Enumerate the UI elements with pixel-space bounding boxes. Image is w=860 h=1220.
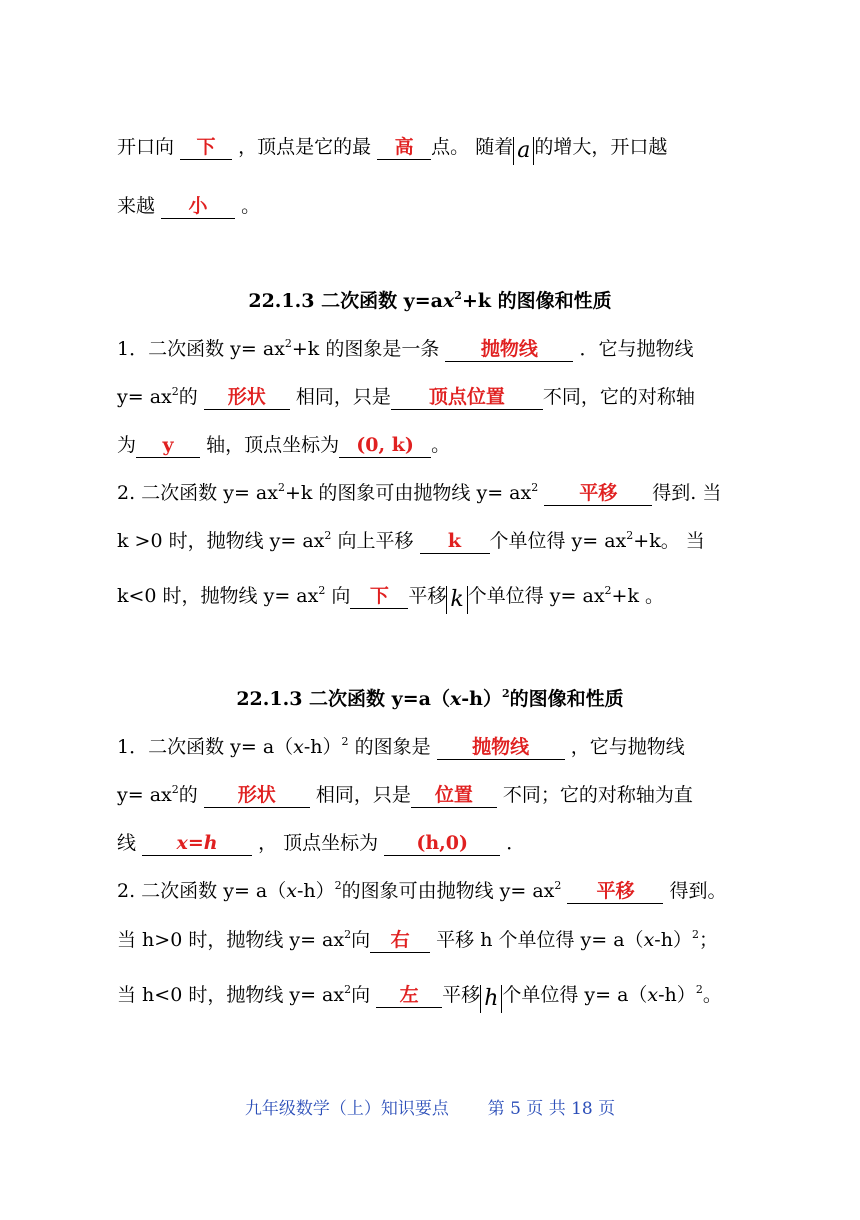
answer-blank[interactable]: y <box>136 433 200 458</box>
answer-blank[interactable]: 左 <box>376 983 442 1008</box>
top-line-2: 来越 小 。 <box>117 195 261 217</box>
s2-line-2: $y= ax^2$的 形状 相同，只是 位置 不同；它的对称轴为直 <box>117 783 693 806</box>
answer-blank[interactable]: 平移 <box>567 879 663 904</box>
answer-blank[interactable]: x=h <box>142 831 252 856</box>
s1-line-4: 2. 二次函数 $y= ax^2+k$ 的图象可由抛物线 $y= ax^2$ 平移 得到. 当 <box>117 481 722 504</box>
page-footer <box>0 1094 860 1119</box>
answer-blank[interactable]: 抛物线 <box>437 735 565 760</box>
answer-blank[interactable]: 位置 <box>411 783 497 808</box>
s2-line-4: 2. 二次函数 $y= a(x-h)^2$的图象可由抛物线 $y= ax^2$ 平移 得到。 <box>117 879 727 902</box>
top-line-1: 开口向 下 ，顶点是它的最 高 点。 随着 a 的增大，开口越 <box>117 136 668 163</box>
answer-blank[interactable]: (h,0) <box>384 831 500 856</box>
answer-blank[interactable]: k <box>420 529 490 554</box>
footer-title: 九年级数学（上）知识要点 <box>244 1099 449 1119</box>
answer-blank[interactable]: 下 <box>350 584 408 609</box>
answer-blank[interactable]: 高 <box>377 135 431 160</box>
s1-line-3: 为 y 轴，顶点坐标为 (0, k) 。 <box>117 434 451 456</box>
abs-value-a: a <box>513 137 534 165</box>
answer-blank[interactable]: 下 <box>180 135 232 160</box>
answer-blank[interactable]: 形状 <box>204 783 310 808</box>
s1-line-5: k >0 时，抛物线 $y= ax^2$ 向上平移 k 个单位得 $y= ax^2+k$。 当 <box>117 529 705 552</box>
section-heading-2: 22.1.3 二次函数 $y=a(x-h)^2$的图像和性质 <box>236 687 624 710</box>
answer-blank[interactable]: 顶点位置 <box>391 385 543 410</box>
abs-value-k: k <box>446 586 467 614</box>
s2-line-1: 1．二次函数 $y= a(x-h)^2$ 的图象是 抛物线 ，它与抛物线 <box>117 735 685 758</box>
answer-blank[interactable]: 右 <box>370 928 430 953</box>
s1-line-6: k<0 时，抛物线 $y= ax^2$ 向 下 平移 k 个单位得 $y= ax^2+k$ 。 <box>117 584 665 612</box>
s2-line-6: 当 h<0 时，抛物线 $y= ax^2$向 左 平移 h 个单位得 $y= a(x-h)^2$。 <box>117 983 722 1011</box>
page-number: 第 5 页 共 18 页 <box>487 1099 616 1119</box>
s1-line-1: 1．二次函数 $y= ax^2+k$ 的图象是一条 抛物线 ．它与抛物线 <box>117 337 694 360</box>
answer-blank[interactable]: 抛物线 <box>445 337 573 362</box>
answer-blank[interactable]: 小 <box>161 194 235 219</box>
answer-blank[interactable]: 形状 <box>204 385 290 410</box>
s2-line-5: 当 h>0 时，抛物线 $y= ax^2$向 右 平移 h 个单位得 $y= a(x-h)^2$； <box>117 928 718 951</box>
answer-blank[interactable]: (0, k) <box>339 433 431 458</box>
s2-line-3: 线 x=h ， 顶点坐标为 (h,0) ． <box>117 832 526 854</box>
section-heading-1: 22.1.3 二次函数 $y=ax^2+k$ 的图像和性质 <box>248 289 612 312</box>
answer-blank[interactable]: 平移 <box>544 481 652 506</box>
abs-value-h: h <box>480 985 502 1013</box>
s1-line-2: $y= ax^2$的 形状 相同，只是 顶点位置 不同，它的对称轴 <box>117 385 695 408</box>
